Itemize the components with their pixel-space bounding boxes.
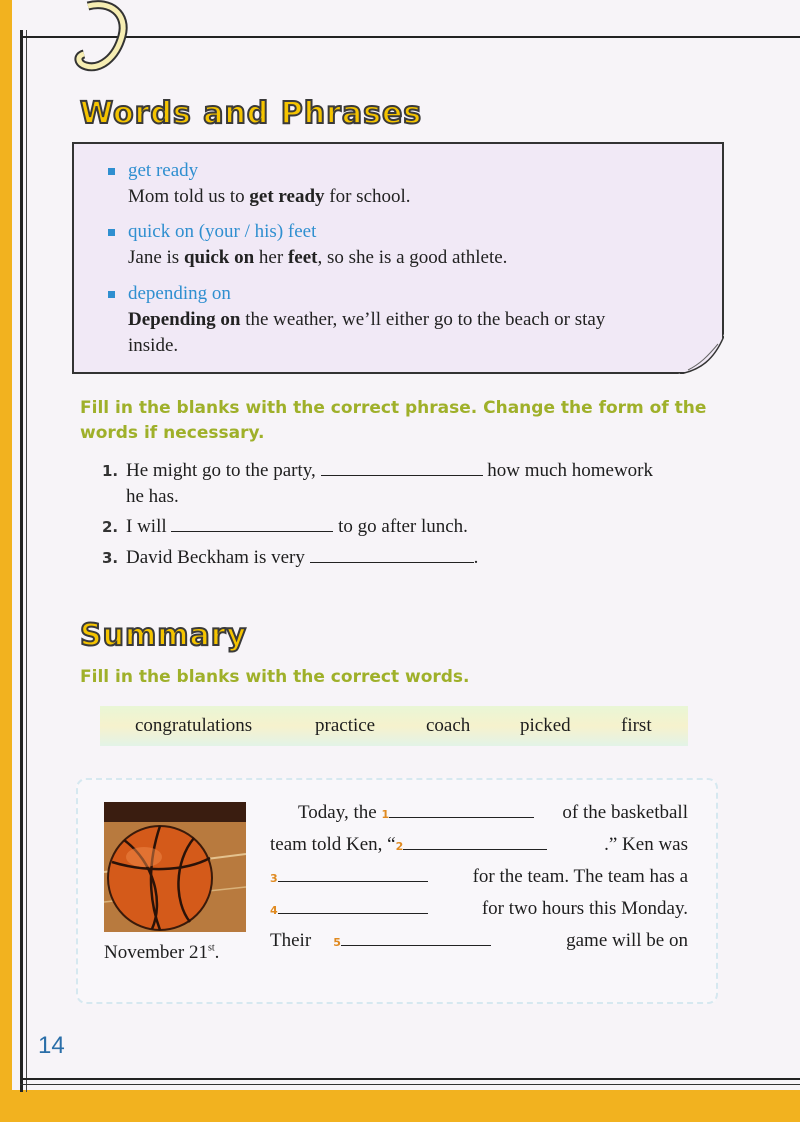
bullet-icon: [108, 291, 115, 298]
phrase-text: depending on: [128, 283, 231, 304]
example-text: her: [254, 247, 288, 268]
frame-line: [20, 30, 23, 1092]
page-number: 14: [38, 1032, 65, 1059]
frame-line: [26, 30, 27, 1092]
word-bank-item: coach: [426, 715, 471, 736]
answer-blank[interactable]: [403, 834, 547, 850]
words-box: [72, 142, 724, 374]
story-text: Their: [270, 930, 312, 951]
summary-story: [270, 798, 688, 958]
question-text: .: [473, 547, 479, 568]
blank-number: 4: [270, 904, 278, 917]
story-text: .” Ken was: [604, 834, 688, 855]
answer-blank[interactable]: [171, 517, 333, 532]
basketball-photo: [104, 802, 246, 932]
answer-blank[interactable]: [389, 802, 534, 818]
answer-blank[interactable]: [278, 898, 428, 914]
summary-heading: Summary: [80, 618, 248, 653]
example-bold: Depending on: [128, 309, 241, 330]
question-text: David Beckham is very: [126, 547, 310, 568]
example-bold: quick on: [183, 247, 255, 268]
story-line: [104, 942, 219, 964]
bullet-icon: [108, 229, 115, 236]
question-text: how much homework: [482, 460, 653, 481]
phrase-extra: (your / his) feet: [198, 221, 317, 242]
story-line: [270, 894, 688, 926]
question-number: 2.: [102, 518, 119, 536]
phrase-label: [108, 158, 688, 184]
example-text: inside.: [128, 335, 179, 356]
question-text: He might go to the party,: [126, 460, 321, 481]
story-text: team told Ken, “: [270, 834, 396, 855]
story-text: for two hours this Monday.: [481, 898, 688, 919]
phrase-text: get ready: [128, 160, 199, 181]
story-text: Today, the: [298, 802, 382, 823]
question-number: 3.: [102, 549, 119, 567]
story-line: [270, 862, 688, 894]
spiral-binding-icon: [70, 0, 130, 80]
example-bold: feet: [287, 247, 318, 268]
story-text: November 21: [104, 942, 208, 963]
story-line: [270, 798, 688, 830]
phrase-entry: [108, 158, 688, 210]
example-text: the weather, we’ll either go to the beach or stay: [240, 309, 606, 330]
example-text: Mom told us to: [128, 186, 250, 207]
story-text: .: [214, 942, 220, 963]
blank-number: 2: [395, 840, 404, 853]
story-text: game will be on: [566, 930, 688, 951]
example-text: , so she is a good athlete.: [317, 247, 508, 268]
question-text: to go after lunch.: [333, 516, 468, 537]
word-bank: [100, 706, 688, 746]
answer-blank[interactable]: [278, 866, 428, 882]
fill-phrase-instruction: Fill in the blanks with the correct phrase. Change the form of the words if necessary.: [80, 398, 707, 443]
word-bank-item: practice: [315, 715, 376, 736]
story-superscript: st: [207, 942, 215, 954]
example-bold: get ready: [249, 186, 325, 207]
question-2: [102, 514, 732, 540]
page-curl-icon: [678, 334, 724, 374]
phrase-label: [108, 281, 688, 307]
blank-number: 3: [270, 872, 278, 885]
phrase-label: [108, 219, 688, 245]
example-text: for school.: [324, 186, 411, 207]
example-sentence: [108, 245, 688, 271]
question-text: he has.: [126, 486, 179, 507]
word-bank-item: congratulations: [135, 715, 253, 736]
word-bank-item: first: [621, 715, 652, 736]
blank-number: 5: [333, 936, 341, 949]
word-bank-item: picked: [520, 715, 571, 736]
story-text: of the basketball: [562, 802, 688, 823]
answer-blank[interactable]: [341, 930, 491, 946]
phrase-entry: [108, 281, 688, 359]
page-border-strip: [0, 0, 12, 1122]
question-3: [102, 545, 732, 571]
story-line: [270, 830, 688, 862]
example-sentence: [108, 307, 688, 359]
phrase-text: quick on: [128, 221, 194, 242]
example-sentence: [108, 184, 688, 210]
question-text: I will: [126, 516, 172, 537]
question-number: 1.: [102, 462, 119, 480]
summary-instruction: Fill in the blanks with the correct words.: [80, 667, 470, 687]
blank-number: 1: [381, 808, 390, 821]
page-bottom-strip: [0, 1090, 800, 1122]
frame-line: [20, 1078, 800, 1080]
question-1: [102, 458, 732, 509]
story-line: [270, 926, 688, 958]
phrase-entry: [108, 219, 688, 271]
example-text: Jane is: [128, 247, 184, 268]
bullet-icon: [108, 168, 115, 175]
words-and-phrases-heading: Words and Phrases: [80, 96, 423, 131]
frame-line: [20, 1084, 800, 1085]
answer-blank[interactable]: [310, 548, 474, 563]
frame-line: [20, 36, 800, 38]
story-text: for the team. The team has a: [472, 866, 688, 887]
answer-blank[interactable]: [321, 461, 483, 476]
